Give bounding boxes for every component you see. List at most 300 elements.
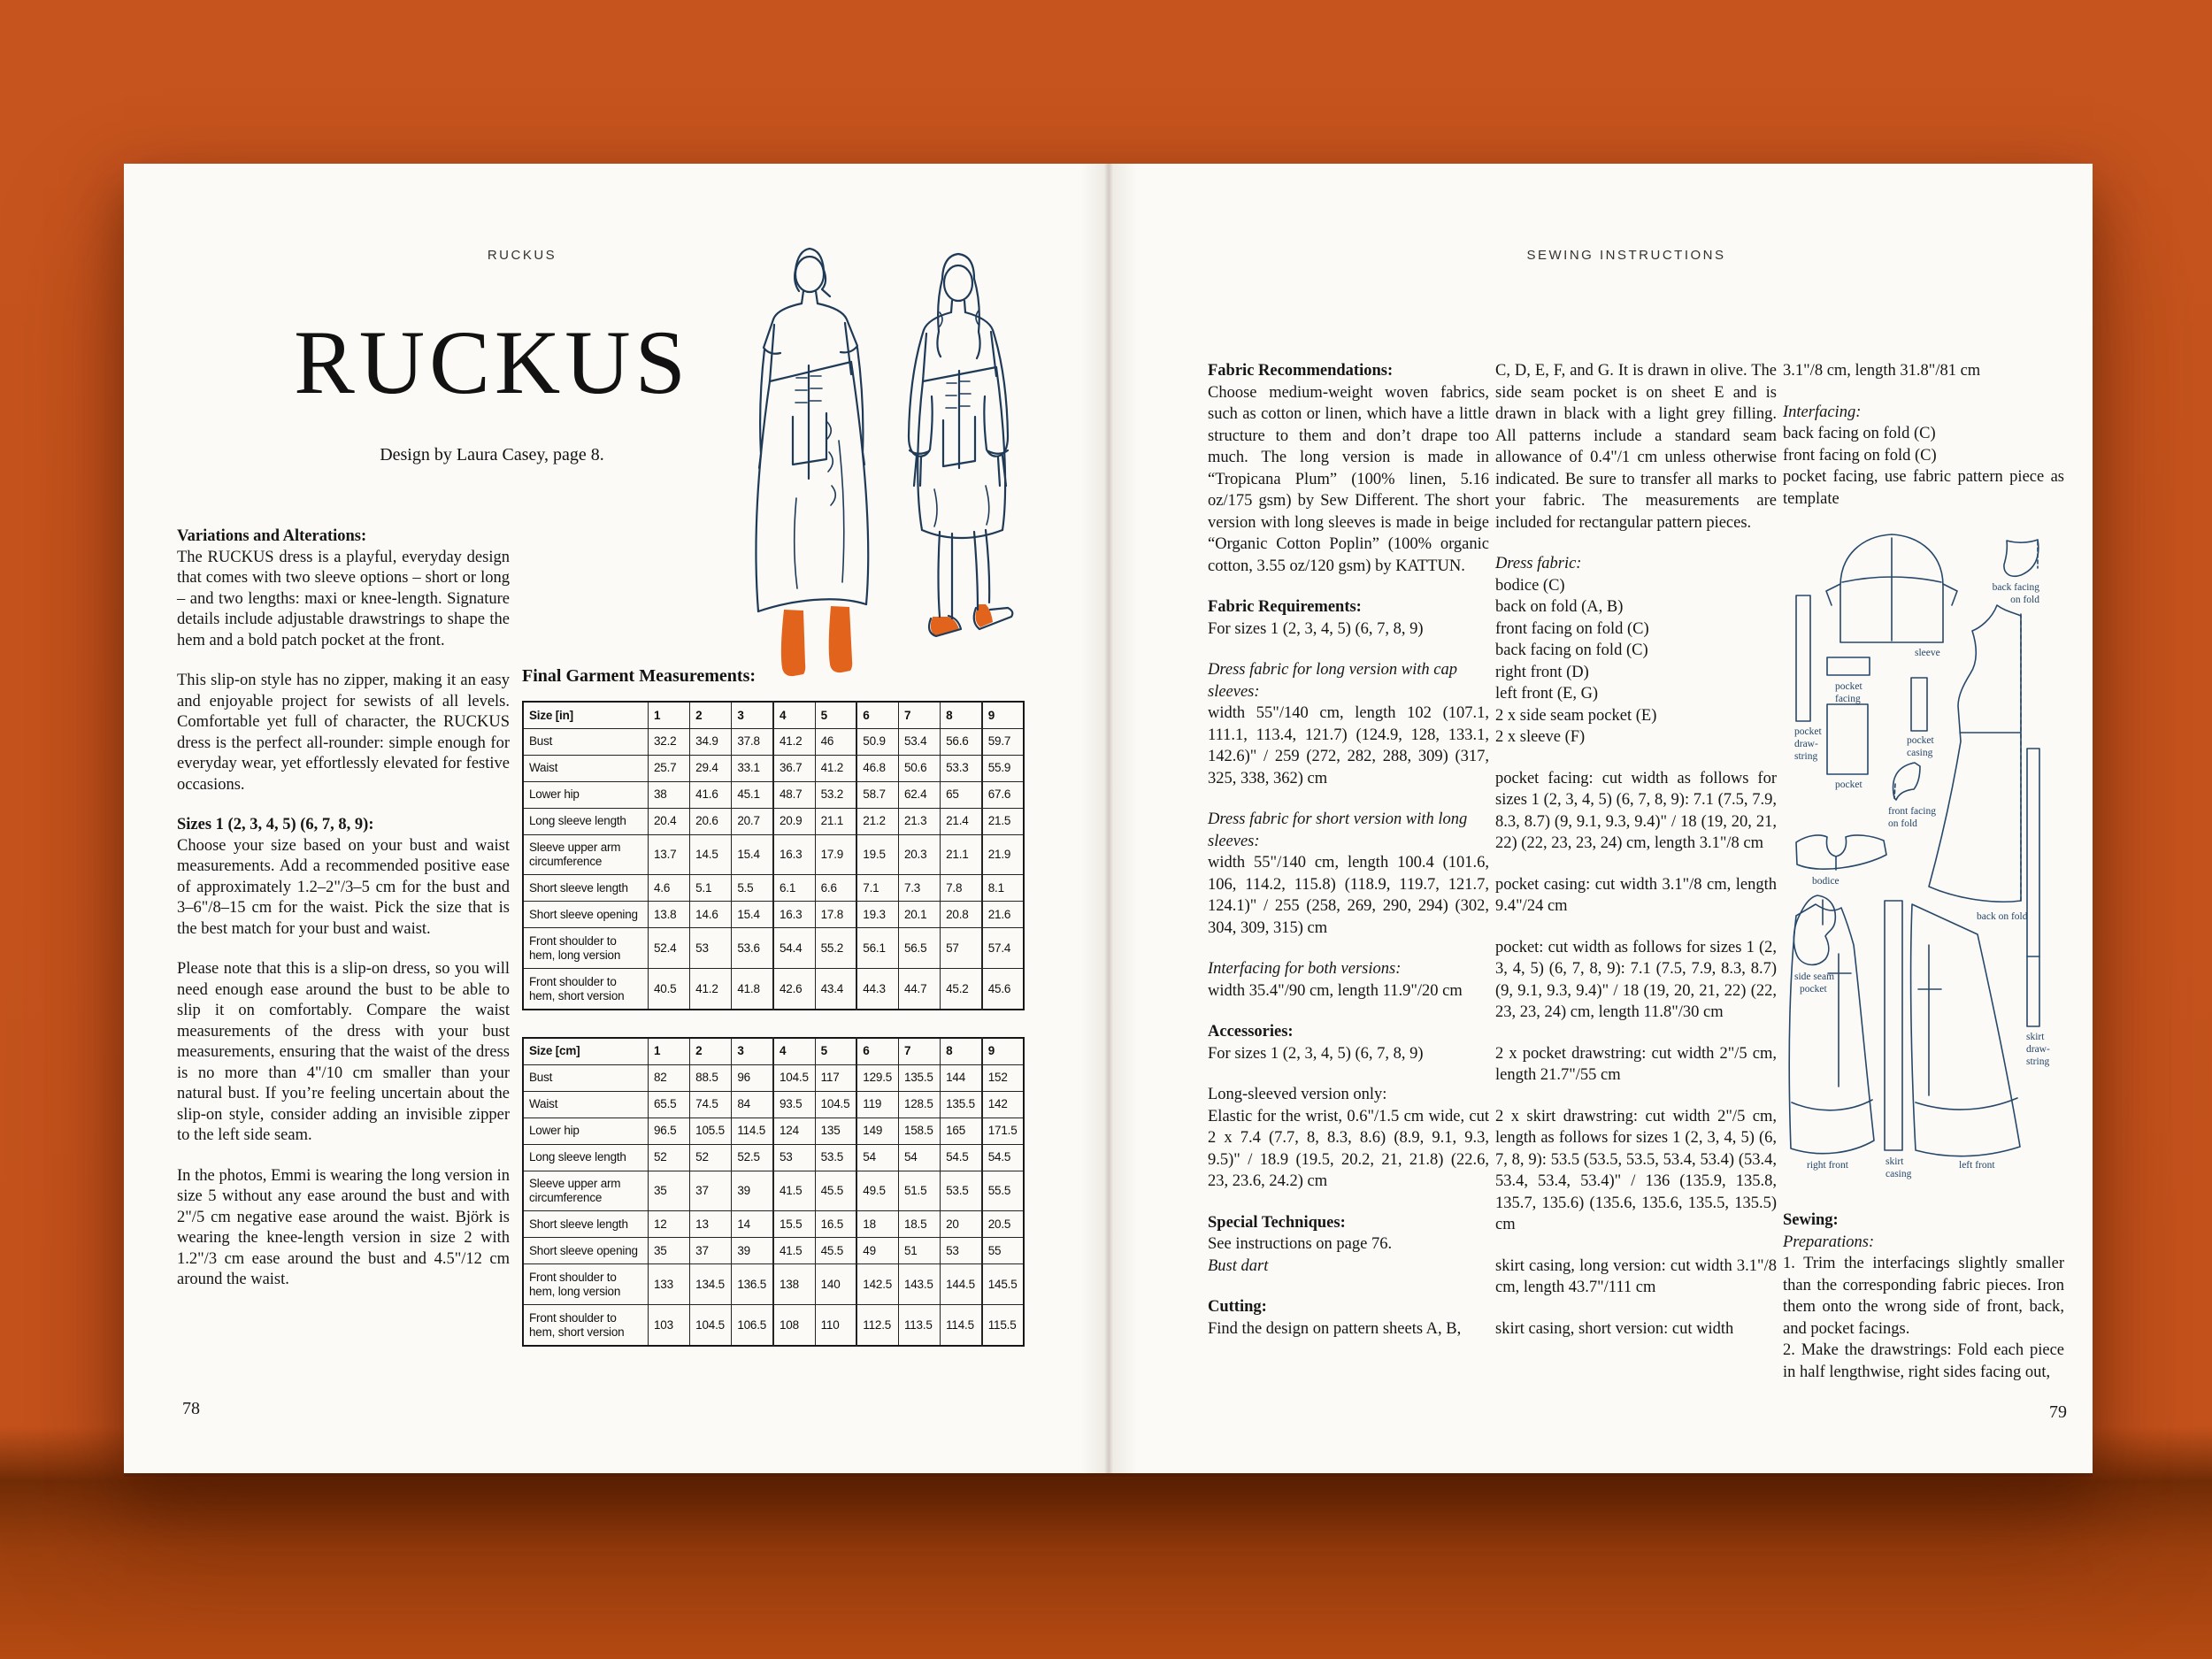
table-cell: 45.6	[982, 969, 1024, 1010]
table-row	[523, 755, 1024, 781]
table-cell: 108	[773, 1305, 815, 1346]
table-cell: 55.9	[982, 755, 1024, 781]
table-cell: 20.7	[732, 808, 773, 834]
size-table	[522, 701, 1025, 1010]
table-cell: 16.5	[815, 1211, 856, 1238]
table-row	[523, 969, 1024, 1010]
table-cell: 53.3	[941, 755, 982, 781]
column-header: Size [in]	[523, 702, 649, 728]
body-paragraph: Choose your size based on your bust and waist measurements. Add a recommended positive ease of approximately 1.2–2"/3–5 cm for the bust and 3–6"/8–15 cm for the waist. Pick the size that is the best match for your bust and waist.	[177, 836, 510, 938]
body-paragraph: pocket: cut width as follows for sizes 1 (2, 3, 4, 5) (6, 7, 8, 9): 7.1 (7.5, 7.9, 8.3, 8.7) (9, 9.1, 9.3, 9.4)" / 18 (19, 20, 21, 22) (22, 23, 23, 24) cm, length 11.8"/30 cm	[1495, 938, 1777, 1021]
table-cell: 46	[815, 728, 856, 755]
row-label: Short sleeve length	[523, 875, 649, 902]
intro-column	[177, 526, 510, 1291]
table-row	[523, 928, 1024, 969]
table-cell: 21.4	[941, 808, 982, 834]
table-cell: 7.8	[941, 875, 982, 902]
column-header: 9	[982, 1038, 1024, 1064]
paragraph-gap	[1783, 382, 2064, 402]
column-header: 7	[898, 1038, 940, 1064]
table-cell: 37.8	[732, 728, 773, 755]
table-cell: 138	[773, 1264, 815, 1305]
svg-text:casing: casing	[1886, 1169, 1912, 1179]
row-label: Front shoulder to hem, short version	[523, 1305, 649, 1346]
table-cell: 56.6	[941, 728, 982, 755]
table-cell: 93.5	[773, 1091, 815, 1118]
body-paragraph: 2 x side seam pocket (E)	[1495, 706, 1657, 725]
table-row	[523, 1171, 1024, 1211]
table-cell: 45.2	[941, 969, 982, 1010]
paragraph-gap	[1495, 1087, 1777, 1106]
pocket-drawstring-piece	[1796, 595, 1810, 721]
table-cell: 104.5	[773, 1064, 815, 1091]
table-cell: 46.8	[856, 755, 898, 781]
body-paragraph: Please note that this is a slip-on dress, so you will need enough ease around the bust to be able to slip it on comfortably. Compare the waist measurements of the dress with your bust measurements, ensuring that the waist of the dress is no more than 4"/10 cm smaller than your natural bust. If you’re feeling uncertain about the slip-on style, consider adding an invisible zipper to the left side seam.	[177, 960, 510, 1144]
pocket-casing-piece	[1911, 678, 1927, 731]
table-cell: 54	[856, 1144, 898, 1171]
row-label: Front shoulder to hem, long version	[523, 928, 649, 969]
svg-text:facing: facing	[1835, 694, 1861, 704]
table-cell: 41.5	[773, 1238, 815, 1264]
body-paragraph: skirt casing, short version: cut width	[1495, 1319, 1734, 1338]
table-cell: 53.4	[898, 728, 940, 755]
column-header: 5	[815, 1038, 856, 1064]
table-gap	[522, 1010, 1026, 1037]
table-cell: 144	[941, 1064, 982, 1091]
table-cell: 104.5	[815, 1091, 856, 1118]
table-cell: 21.5	[982, 808, 1024, 834]
table-header-row	[523, 1038, 1024, 1064]
table-cell: 51.5	[898, 1171, 940, 1211]
table-cell: 65.5	[649, 1091, 690, 1118]
table-cell: 55	[982, 1238, 1024, 1264]
table-cell: 82	[649, 1064, 690, 1091]
paragraph-gap	[1208, 1064, 1489, 1084]
table-cell: 35	[649, 1171, 690, 1211]
table-cell: 36.7	[773, 755, 815, 781]
svg-text:on fold: on fold	[1888, 818, 1917, 829]
body-paragraph: front facing on fold (C)	[1495, 619, 1649, 638]
paragraph-gap	[177, 795, 510, 815]
table-cell: 18	[856, 1211, 898, 1238]
body-paragraph: In the photos, Emmi is wearing the long version in size 5 without any ease around the bust and with 2"/5 cm negative ease around the waist. Björk is wearing the knee-length version in size 2 with 1.2"/3 cm ease around the bust and 4.5"/12 cm around the waist.	[177, 1166, 510, 1288]
svg-text:casing: casing	[1907, 748, 1933, 758]
section-heading: Sewing:	[1783, 1211, 1839, 1229]
diagram-labels	[1794, 582, 2050, 1179]
table-cell: 41.2	[690, 969, 732, 1010]
body-paragraph: The RUCKUS dress is a playful, everyday design that comes with two sleeve options – short or long – and two lengths: maxi or knee-length. Signature details include adjustable drawstrings to shape the hem and a bold patch pocket at the front.	[177, 548, 510, 649]
body-paragraph: front facing on fold (C)	[1783, 446, 1937, 465]
paragraph-gap	[1495, 749, 1777, 768]
row-label: Short sleeve length	[523, 1211, 649, 1238]
column-header: 5	[815, 702, 856, 728]
body-paragraph: 2. Make the drawstrings: Fold each piece in half lengthwise, right sides facing out,	[1783, 1341, 2064, 1381]
body-paragraph: 2 x pocket drawstring: cut width 2"/5 cm, length 21.7"/55 cm	[1495, 1044, 1777, 1084]
table-cell: 17.9	[815, 834, 856, 875]
table-cell: 104.5	[690, 1305, 732, 1346]
right-front-piece	[1789, 904, 1874, 1154]
table-cell: 20.3	[898, 834, 940, 875]
body-paragraph: 1. Trim the interfacings slightly smaller than the corresponding fabric pieces. Iron them onto the wrong side of front, back, and pocket facings.	[1783, 1255, 2064, 1338]
body-paragraph: Elastic for the wrist, 0.6"/1.5 cm wide, cut 2 x 7.4 (7.7, 8, 8.3, 8.6) (8.9, 9.1, 9.3, 9.5)" / 18.9 (19.5, 20.2, 21, 21.8) (22.6, 23, 23.6, 24.2) cm	[1208, 1107, 1489, 1190]
right-front-label: right front	[1807, 1160, 1848, 1171]
body-paragraph: For sizes 1 (2, 3, 4, 5) (6, 7, 8, 9)	[1208, 619, 1424, 638]
pocket-facing-piece	[1827, 657, 1870, 675]
column-header: 8	[941, 702, 982, 728]
table-row	[523, 808, 1024, 834]
paragraph-gap	[1495, 918, 1777, 937]
table-cell: 53	[941, 1238, 982, 1264]
table-cell: 114.5	[941, 1305, 982, 1346]
row-label: Lower hip	[523, 781, 649, 808]
paragraph-gap	[1208, 577, 1489, 596]
table-cell: 50.6	[898, 755, 940, 781]
table-cell: 145.5	[982, 1264, 1024, 1305]
table-row	[523, 1211, 1024, 1238]
table-cell: 35	[649, 1238, 690, 1264]
paragraph-gap	[1495, 1299, 1777, 1318]
row-label: Long sleeve length	[523, 1144, 649, 1171]
table-cell: 44.3	[856, 969, 898, 1010]
table-cell: 20.9	[773, 808, 815, 834]
table-cell: 42.6	[773, 969, 815, 1010]
table-cell: 45.1	[732, 781, 773, 808]
paragraph-gap	[1208, 789, 1489, 809]
table-cell: 12	[649, 1211, 690, 1238]
table-cell: 41.2	[773, 728, 815, 755]
table-cell: 110	[815, 1305, 856, 1346]
table-cell: 41.5	[773, 1171, 815, 1211]
table-row	[523, 1264, 1024, 1305]
table-cell: 15.4	[732, 834, 773, 875]
body-paragraph: bodice (C)	[1495, 576, 1565, 595]
table-cell: 38	[649, 781, 690, 808]
table-cell: 49	[856, 1238, 898, 1264]
table-cell: 67.6	[982, 781, 1024, 808]
table-cell: 96.5	[649, 1118, 690, 1144]
table-cell: 13.7	[649, 834, 690, 875]
table-cell: 62.4	[898, 781, 940, 808]
skirt-drawstring-piece	[2027, 749, 2039, 1026]
table-cell: 53.5	[941, 1171, 982, 1211]
body-paragraph: Find the design on pattern sheets A, B,	[1208, 1319, 1462, 1338]
table-cell: 16.3	[773, 902, 815, 928]
table-row	[523, 1238, 1024, 1264]
table-cell: 37	[690, 1171, 732, 1211]
body-paragraph: Long-sleeved version only:	[1208, 1086, 1387, 1103]
table-cell: 96	[732, 1064, 773, 1091]
table-cell: 134.5	[690, 1264, 732, 1305]
pocket-facing-label: pocket	[1835, 681, 1863, 692]
table-cell: 41.8	[732, 969, 773, 1010]
table-cell: 149	[856, 1118, 898, 1144]
table-cell: 21.2	[856, 808, 898, 834]
table-cell: 53.6	[732, 928, 773, 969]
paragraph-gap	[1208, 1193, 1489, 1212]
table-cell: 52.5	[732, 1144, 773, 1171]
orange-boot-right	[829, 606, 853, 672]
instructions-column-2	[1495, 360, 1777, 1340]
column-header: 6	[856, 702, 898, 728]
left-front-label: left front	[1959, 1160, 1995, 1171]
table-cell: 41.6	[690, 781, 732, 808]
row-label: Bust	[523, 728, 649, 755]
body-paragraph: Interfacing for both versions:	[1208, 960, 1402, 978]
back-on-fold-piece	[1929, 605, 2021, 902]
row-label: Sleeve upper arm circumference	[523, 834, 649, 875]
table-cell: 20.8	[941, 902, 982, 928]
body-paragraph: Dress fabric for short version with long sleeves:	[1208, 810, 1468, 850]
back-facing-piece	[2004, 540, 2039, 576]
table-cell: 20.6	[690, 808, 732, 834]
instructions-column-3-top	[1783, 360, 2064, 510]
section-heading: Cutting:	[1208, 1298, 1267, 1316]
row-label: Short sleeve opening	[523, 902, 649, 928]
table-cell: 124	[773, 1118, 815, 1144]
table-cell: 37	[690, 1238, 732, 1264]
body-paragraph: pocket facing, use fabric pattern piece as template	[1783, 468, 2064, 508]
paragraph-gap	[1208, 640, 1489, 659]
side-seam-pocket-label: side seam	[1794, 972, 1835, 982]
table-row	[523, 1144, 1024, 1171]
table-cell: 21.3	[898, 808, 940, 834]
table-cell: 7.1	[856, 875, 898, 902]
body-paragraph: width 55"/140 cm, length 102 (107.1, 111.1, 113.4, 121.7) (124.9, 128, 133.1, 142.6)" / 259 (272, 282, 288, 309) (317, 325, 338, 362) cm	[1208, 704, 1489, 787]
column-header: 3	[732, 1038, 773, 1064]
column-header: 8	[941, 1038, 982, 1064]
table-row	[523, 781, 1024, 808]
table-cell: 56.5	[898, 928, 940, 969]
table-cell: 136.5	[732, 1264, 773, 1305]
column-header: 3	[732, 702, 773, 728]
skirt-casing-piece	[1885, 901, 1902, 1150]
table-cell: 19.3	[856, 902, 898, 928]
table-cell: 54.5	[941, 1144, 982, 1171]
table-row	[523, 1091, 1024, 1118]
row-label: Bust	[523, 1064, 649, 1091]
body-paragraph: back facing on fold (C)	[1783, 425, 1936, 442]
size-table	[522, 1037, 1025, 1347]
body-paragraph: Choose medium-weight woven fabrics, such as cotton or linen, which have a little structure to them and don’t drape too much. The long version is made in “Tropicana Plum” (100% linen, 5.16 oz/175 gsm) by Sew Different. The short version with long sleeves is made in beige “Organic Cotton Poplin” (100% organic cotton, 3.55 oz/120 gsm) by KATTUN.	[1208, 383, 1489, 575]
sleeve-label: sleeve	[1915, 648, 1940, 658]
table-cell: 143.5	[898, 1264, 940, 1305]
row-label: Sleeve upper arm circumference	[523, 1171, 649, 1211]
table-row	[523, 1305, 1024, 1346]
table-cell: 39	[732, 1238, 773, 1264]
body-paragraph: For sizes 1 (2, 3, 4, 5) (6, 7, 8, 9)	[1208, 1044, 1424, 1063]
table-cell: 57.4	[982, 928, 1024, 969]
back-facing-label: back facing	[1992, 582, 2039, 593]
table-cell: 119	[856, 1091, 898, 1118]
body-paragraph: pocket facing: cut width as follows for sizes 1 (2, 3, 4, 5) (6, 7, 8, 9): 7.1 (7.5, 7.9, 8.3, 8.7) (9, 9.1, 9.3, 9.4)" / 18 (19, 20, 21, 22) (22, 23, 23, 24) cm, length 3.1"/8 cm	[1495, 769, 1777, 852]
paragraph-gap	[1208, 1002, 1489, 1021]
dress-models-illustration	[708, 233, 1053, 684]
body-paragraph: See instructions on page 76.	[1208, 1235, 1393, 1253]
table-cell: 57	[941, 928, 982, 969]
page-number-right: 79	[2049, 1402, 2067, 1422]
table-cell: 21.9	[982, 834, 1024, 875]
table-cell: 74.5	[690, 1091, 732, 1118]
svg-text:draw-: draw-	[1794, 739, 1818, 749]
table-row	[523, 902, 1024, 928]
column-header: 4	[773, 1038, 815, 1064]
table-cell: 39	[732, 1171, 773, 1211]
table-cell: 33.1	[732, 755, 773, 781]
pocket-drawstring-label: pocket	[1794, 726, 1822, 737]
paragraph-gap	[1208, 1277, 1489, 1296]
table-cell: 7.3	[898, 875, 940, 902]
table-cell: 135	[815, 1118, 856, 1144]
column-header: 7	[898, 702, 940, 728]
table-cell: 32.2	[649, 728, 690, 755]
table-cell: 55.5	[982, 1171, 1024, 1211]
paragraph-gap	[177, 651, 510, 671]
row-label: Short sleeve opening	[523, 1238, 649, 1264]
front-facing-piece	[1893, 763, 1920, 800]
table-cell: 54	[898, 1144, 940, 1171]
table-cell: 114.5	[732, 1118, 773, 1144]
section-heading: Variations and Alterations:	[177, 527, 367, 545]
body-paragraph: Dress fabric for long version with cap sleeves:	[1208, 661, 1457, 701]
body-paragraph: Interfacing:	[1783, 403, 1862, 421]
table-cell: 15.4	[732, 902, 773, 928]
table-cell: 53	[773, 1144, 815, 1171]
table-cell: 133	[649, 1264, 690, 1305]
front-facing-label: front facing	[1888, 806, 1936, 817]
column-header: Size [cm]	[523, 1038, 649, 1064]
measurements-heading: Final Garment Measurements:	[522, 666, 757, 686]
table-cell: 112.5	[856, 1305, 898, 1346]
table-cell: 48.7	[773, 781, 815, 808]
table-row	[523, 728, 1024, 755]
table-cell: 117	[815, 1064, 856, 1091]
table-cell: 106.5	[732, 1305, 773, 1346]
table-cell: 88.5	[690, 1064, 732, 1091]
body-paragraph: back on fold (A, B)	[1495, 598, 1624, 616]
column-header: 1	[649, 702, 690, 728]
table-cell: 171.5	[982, 1118, 1024, 1144]
svg-text:string: string	[1794, 751, 1818, 762]
body-paragraph: This slip-on style has no zipper, making it an easy and enjoyable project for sewists of all levels. Comfortable yet full of character, the RUCKUS dress is the perfect all-rounder: simple enough for everyday wear, yet effortlessly elevated for festive occasions.	[177, 672, 510, 794]
section-heading: Fabric Recommendations:	[1208, 362, 1394, 380]
table-cell: 113.5	[898, 1305, 940, 1346]
table-cell: 15.5	[773, 1211, 815, 1238]
page-number-left: 78	[182, 1399, 200, 1418]
table-cell: 6.1	[773, 875, 815, 902]
left-front-piece	[1911, 904, 2020, 1156]
section-heading: Fabric Requirements:	[1208, 598, 1362, 616]
table-row	[523, 875, 1024, 902]
paragraph-gap	[1495, 534, 1777, 553]
table-cell: 55.2	[815, 928, 856, 969]
body-paragraph: width 55"/140 cm, length 100.4 (101.6, 106, 114.2, 115.8) (118.9, 119.7, 121.7, 124.1)" / 255 (258, 269, 290, 294) (302, 304, 309, 315) cm	[1208, 854, 1489, 937]
table-cell: 18.5	[898, 1211, 940, 1238]
table-cell: 52	[649, 1144, 690, 1171]
body-paragraph: 2 x skirt drawstring: cut width 2"/5 cm, length as follows for sizes 1 (2, 3, 4, 5) (6, 7, 8, 9): 53.5 (53.5, 53.5, 53.4, 53.4) (53.4, 53.4, 53.4, 53.4)" / 136 (135.9, 135.8, 135.7, 135.6) (135.6, 135.6, 135.5, 135.5) cm	[1495, 1107, 1777, 1233]
instructions-column-1	[1208, 360, 1489, 1340]
paragraph-gap	[177, 1147, 510, 1166]
table-cell: 128.5	[898, 1091, 940, 1118]
table-cell: 21.1	[941, 834, 982, 875]
size-table-inches	[522, 701, 1026, 1010]
table-cell: 53.5	[815, 1144, 856, 1171]
table-cell: 21.1	[815, 808, 856, 834]
measurements-section	[522, 666, 1026, 1347]
table-cell: 59.7	[982, 728, 1024, 755]
body-paragraph: Dress fabric:	[1495, 555, 1582, 572]
table-cell: 129.5	[856, 1064, 898, 1091]
byline: Design by Laura Casey, page 8.	[380, 445, 604, 465]
table-cell: 54.4	[773, 928, 815, 969]
table-cell: 20.4	[649, 808, 690, 834]
table-cell: 40.5	[649, 969, 690, 1010]
table-cell: 13.8	[649, 902, 690, 928]
table-cell: 8.1	[982, 875, 1024, 902]
body-paragraph: C, D, E, F, and G. It is drawn in olive. The side seam pocket is on sheet E and is drawn in black with a light grey filling. All patterns include a standard seam allowance of 0.4"/1 cm unless otherwise indicated. Be sure to transfer all marks to your fabric. The measurements are included for rectangular pattern pieces.	[1495, 362, 1777, 532]
table-cell: 5.5	[732, 875, 773, 902]
table-cell: 50.9	[856, 728, 898, 755]
column-header: 1	[649, 1038, 690, 1064]
row-label: Waist	[523, 1091, 649, 1118]
table-cell: 45.5	[815, 1171, 856, 1211]
section-heading: Accessories:	[1208, 1023, 1294, 1041]
table-row	[523, 1064, 1024, 1091]
sewing-section	[1783, 1210, 2064, 1383]
paragraph-gap	[1495, 1236, 1777, 1256]
running-head-left: RUCKUS	[487, 248, 557, 263]
table-cell: 165	[941, 1118, 982, 1144]
body-paragraph: Bust dart	[1208, 1256, 1269, 1275]
table-cell: 142.5	[856, 1264, 898, 1305]
table-header-row	[523, 702, 1024, 728]
bodice-label: bodice	[1812, 876, 1839, 887]
table-cell: 53.2	[815, 781, 856, 808]
svg-text:string: string	[2026, 1056, 2050, 1067]
pocket-casing-label: pocket	[1907, 735, 1934, 746]
table-cell: 51	[898, 1238, 940, 1264]
table-cell: 53	[690, 928, 732, 969]
table-cell: 135.5	[898, 1064, 940, 1091]
table-cell: 135.5	[941, 1091, 982, 1118]
bodice-piece	[1796, 835, 1886, 869]
table-cell: 14	[732, 1211, 773, 1238]
table-cell: 4.6	[649, 875, 690, 902]
magazine-spread	[124, 164, 2093, 1473]
table-cell: 44.7	[898, 969, 940, 1010]
skirt-drawstring-label: skirt	[2026, 1032, 2045, 1042]
table-cell: 41.2	[815, 755, 856, 781]
table-cell: 16.3	[773, 834, 815, 875]
side-seam-pocket-piece	[1793, 895, 1835, 964]
table-cell: 17.8	[815, 902, 856, 928]
row-label: Waist	[523, 755, 649, 781]
body-paragraph: 2 x sleeve (F)	[1495, 728, 1586, 746]
skirt-casing-label: skirt	[1886, 1156, 1904, 1167]
paragraph-gap	[1495, 1024, 1777, 1043]
column-header: 2	[690, 1038, 732, 1064]
pattern-pieces-diagram	[1786, 529, 2115, 1184]
table-cell: 140	[815, 1264, 856, 1305]
table-cell: 103	[649, 1305, 690, 1346]
svg-text:on fold: on fold	[2010, 595, 2039, 605]
body-paragraph: 3.1"/8 cm, length 31.8"/81 cm	[1783, 362, 1981, 380]
table-cell: 5.1	[690, 875, 732, 902]
table-cell: 49.5	[856, 1171, 898, 1211]
table-cell: 20.1	[898, 902, 940, 928]
table-cell: 6.6	[815, 875, 856, 902]
section-heading: Special Techniques:	[1208, 1213, 1346, 1232]
back-on-fold-label: back on fold	[1977, 911, 2028, 922]
